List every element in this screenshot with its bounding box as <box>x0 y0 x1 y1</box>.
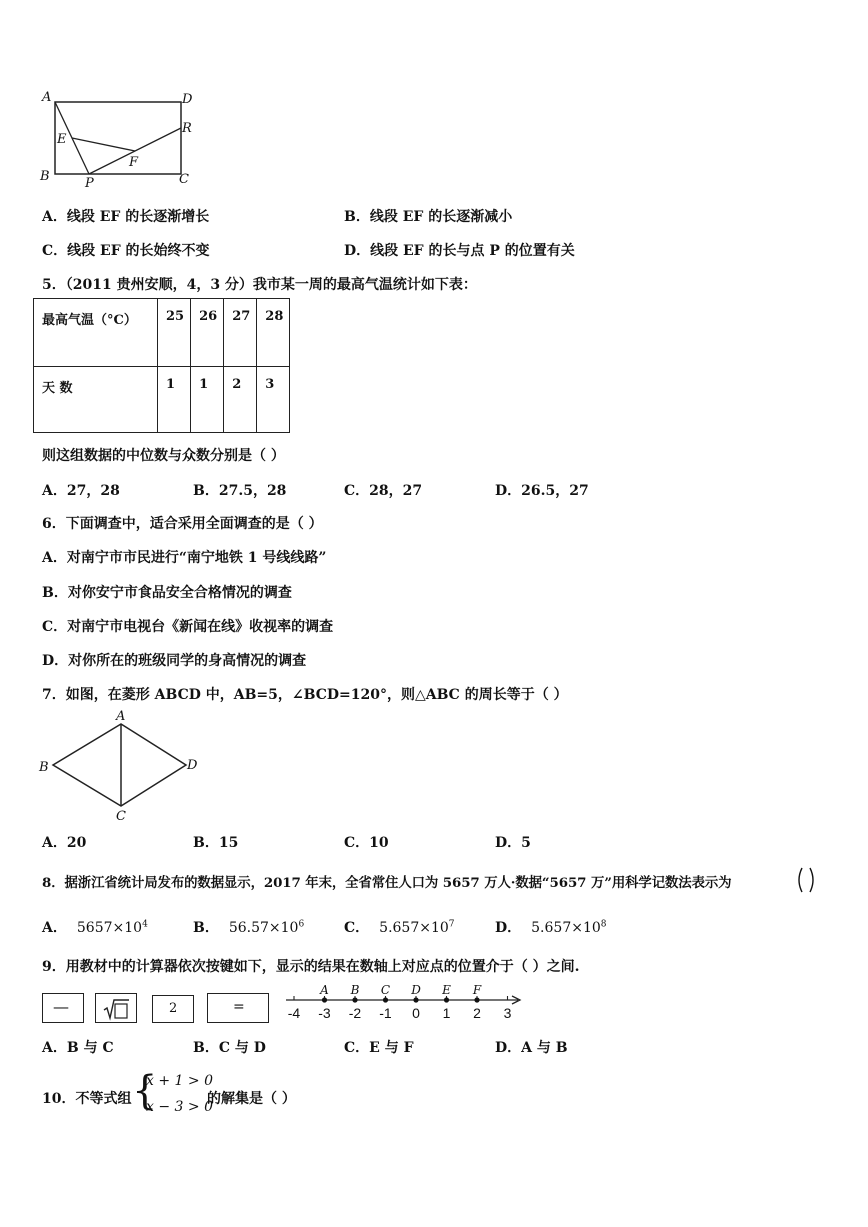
axis-point-label: F <box>472 983 482 997</box>
option-text: 5 <box>521 835 531 851</box>
q5-days-cell: 1 <box>191 367 224 433</box>
option-letter: B． <box>193 920 219 936</box>
equals-key <box>207 993 269 1023</box>
q4-label-r: R <box>182 121 192 136</box>
axis-point-label: C <box>380 983 391 997</box>
q9-option-d[interactable] <box>495 1037 568 1057</box>
option-text: 对你安宁市食品安全合格情况的调查 <box>67 585 292 601</box>
option-letter: B． <box>42 585 68 601</box>
option-mantissa: 5657×10 <box>76 920 143 936</box>
q4-label-e: E <box>57 132 67 147</box>
axis-point-label: D <box>411 983 421 997</box>
q5-option-c[interactable] <box>344 480 422 500</box>
option-letter: B． <box>193 835 219 851</box>
answer-paren-icon <box>795 866 817 894</box>
option-text: 对南宁市电视台《新闻在线》收视率的调查 <box>67 619 334 635</box>
q9-number-line <box>280 978 525 1026</box>
option-letter: B． <box>193 483 219 499</box>
q7-option-d[interactable] <box>495 832 531 852</box>
option-letter: A． <box>42 835 67 851</box>
option-letter: C． <box>344 920 370 936</box>
option-text: E 与 F <box>369 1040 414 1056</box>
option-letter: A． <box>42 920 67 936</box>
axis-tick-label: -4 <box>287 1005 301 1021</box>
equals-key-label: = <box>233 999 245 1015</box>
q4-label-f: F <box>129 155 139 170</box>
option-letter: D． <box>344 243 371 259</box>
q5-option-d[interactable] <box>495 480 589 500</box>
q4-label-a: A <box>42 90 52 105</box>
option-text: A 与 B <box>521 1040 568 1056</box>
q5-row1-header: 最高气温（°C） <box>34 299 158 367</box>
option-text: 10 <box>369 835 389 851</box>
q10-prefix: 10．不等式组 <box>42 1091 132 1107</box>
q7-label-b: B <box>39 760 49 775</box>
option-letter: B． <box>193 1040 219 1056</box>
q5-temperature-table <box>33 298 290 433</box>
option-letter: C． <box>344 835 370 851</box>
q8-option-a[interactable] <box>42 917 148 937</box>
q4-label-c: C <box>179 172 189 187</box>
option-text: 15 <box>218 835 239 851</box>
axis-tick-label: -1 <box>379 1005 392 1021</box>
digit-2-key <box>152 995 194 1023</box>
q4-label-b: B <box>40 169 50 184</box>
option-exponent: 7 <box>448 919 455 930</box>
option-mantissa: 5.657×10 <box>379 920 449 936</box>
q8-option-b[interactable] <box>193 917 304 937</box>
sqrt-icon <box>102 997 132 1021</box>
q9-option-a[interactable] <box>42 1037 114 1057</box>
option-text: 20 <box>66 835 87 851</box>
option-letter: D． <box>42 653 69 669</box>
axis-tick-label: -3 <box>318 1005 331 1021</box>
option-text: 对南宁市市民进行“南宁地铁 1 号线线路” <box>66 550 327 566</box>
option-letter: A． <box>42 483 67 499</box>
axis-tick-label: -2 <box>348 1005 362 1021</box>
axis-point-label: B <box>350 983 360 997</box>
minus-key <box>42 993 84 1023</box>
q7-label-c: C <box>116 809 126 824</box>
system-brace: { <box>132 1068 158 1114</box>
option-letter: C． <box>42 619 68 635</box>
q10-inequality-2: x − 3 > 0 <box>146 1099 213 1115</box>
option-text: 对你所在的班级同学的身高情况的调查 <box>68 653 307 669</box>
q6-option-a[interactable] <box>42 547 326 567</box>
q9-option-b[interactable] <box>193 1037 266 1057</box>
q4-option-d[interactable] <box>344 240 575 260</box>
option-letter: A． <box>42 550 67 566</box>
q6-option-c[interactable] <box>42 616 333 636</box>
q7-label-d: D <box>187 758 198 773</box>
q5-option-b[interactable] <box>193 480 286 500</box>
q5-temp-cell: 25 <box>158 299 191 367</box>
digit-key-label: 2 <box>169 1001 178 1016</box>
option-letter: A． <box>42 1040 67 1056</box>
minus-key-label: — <box>53 997 69 1016</box>
option-letter: C． <box>42 243 68 259</box>
option-text: 线段 EF 的长逐渐减小 <box>369 209 513 225</box>
option-text: 线段 EF 的长逐渐增长 <box>66 209 210 225</box>
axis-point <box>352 997 357 1002</box>
q5-temp-cell: 26 <box>191 299 224 367</box>
option-letter: B． <box>344 209 370 225</box>
option-text: 27.5，28 <box>218 483 287 499</box>
q7-rhombus-figure <box>36 708 216 826</box>
axis-point <box>444 997 449 1002</box>
q4-option-c[interactable] <box>42 240 210 260</box>
q4-label-d: D <box>182 92 193 107</box>
sqrt-key <box>95 993 137 1023</box>
axis-tick-label: 0 <box>412 1005 420 1021</box>
q8-stem: 8．据浙江省统计局发布的数据显示，2017 年末，全省常住人口为 5657 万人·数据“5657 万”用科学记数法表示为 <box>42 875 732 891</box>
option-text: 线段 EF 的长与点 P 的位置有关 <box>370 243 575 259</box>
q5-stem: 5．（2011 贵州安顺，4，3 分）我市某一周的最高气温统计如下表： <box>42 277 477 293</box>
axis-point <box>474 997 479 1002</box>
axis-point <box>413 997 418 1002</box>
option-letter: C． <box>344 483 370 499</box>
q4-label-p: P <box>85 176 94 190</box>
option-text: B 与 C <box>66 1040 114 1056</box>
q7-option-c[interactable] <box>344 832 389 852</box>
q9-option-c[interactable] <box>344 1037 414 1057</box>
q6-stem: 6．下面调查中，适合采用全面调查的是（ ） <box>42 516 323 532</box>
axis-tick-label: 3 <box>503 1005 512 1021</box>
option-mantissa: 56.57×10 <box>228 920 299 936</box>
axis-point-label: A <box>320 983 329 997</box>
q10-suffix: 的解集是（ ） <box>207 1091 296 1107</box>
q4-option-a[interactable] <box>42 206 209 226</box>
option-letter: D． <box>495 920 522 936</box>
q4-rectangle-figure <box>36 86 206 190</box>
axis-point <box>383 997 388 1002</box>
option-text: 27，28 <box>66 483 120 499</box>
q9-stem: 9．用教材中的计算器依次按键如下，显示的结果在数轴上对应点的位置介于（ ）之间. <box>42 959 580 975</box>
q5-question: 则这组数据的中位数与众数分别是（ ） <box>42 448 285 464</box>
option-text: 26.5，27 <box>521 483 589 499</box>
q5-option-a[interactable] <box>42 480 120 500</box>
q5-temp-cell: 28 <box>257 299 290 367</box>
option-text: 28，27 <box>369 483 423 499</box>
option-letter: A． <box>42 209 67 225</box>
q4-option-b[interactable] <box>344 206 512 226</box>
option-letter: D． <box>495 483 522 499</box>
axis-point-label: E <box>442 983 451 997</box>
q5-row2-header: 天 数 <box>34 367 158 433</box>
q5-temp-cell: 27 <box>224 299 257 367</box>
option-text: C 与 D <box>218 1040 266 1056</box>
q7-stem: 7．如图，在菱形 ABCD 中，AB=5，∠BCD=120°，则△ABC 的周长等于（ ） <box>42 687 568 703</box>
q5-days-cell: 3 <box>257 367 290 433</box>
axis-tick-label: 2 <box>473 1005 481 1021</box>
q7-option-b[interactable] <box>193 832 238 852</box>
option-letter: D． <box>495 1040 522 1056</box>
option-exponent: 4 <box>142 919 148 930</box>
q6-option-d[interactable] <box>42 650 306 670</box>
option-mantissa: 5.657×10 <box>531 920 601 936</box>
q5-days-cell: 1 <box>158 367 191 433</box>
q8-option-d[interactable] <box>495 917 607 937</box>
option-exponent: 6 <box>298 919 305 930</box>
option-letter: D． <box>495 835 522 851</box>
q8-option-c[interactable] <box>344 917 455 937</box>
option-exponent: 8 <box>600 919 607 930</box>
option-letter: C． <box>344 1040 370 1056</box>
q10-inequality-1: x + 1 > 0 <box>146 1073 213 1089</box>
q7-option-a[interactable] <box>42 832 86 852</box>
q5-days-cell: 2 <box>224 367 257 433</box>
axis-tick-label: 1 <box>442 1005 451 1021</box>
axis-point <box>322 997 327 1002</box>
q7-label-a: A <box>116 709 126 724</box>
q6-option-b[interactable] <box>42 582 292 602</box>
option-text: 线段 EF 的长始终不变 <box>67 243 210 259</box>
